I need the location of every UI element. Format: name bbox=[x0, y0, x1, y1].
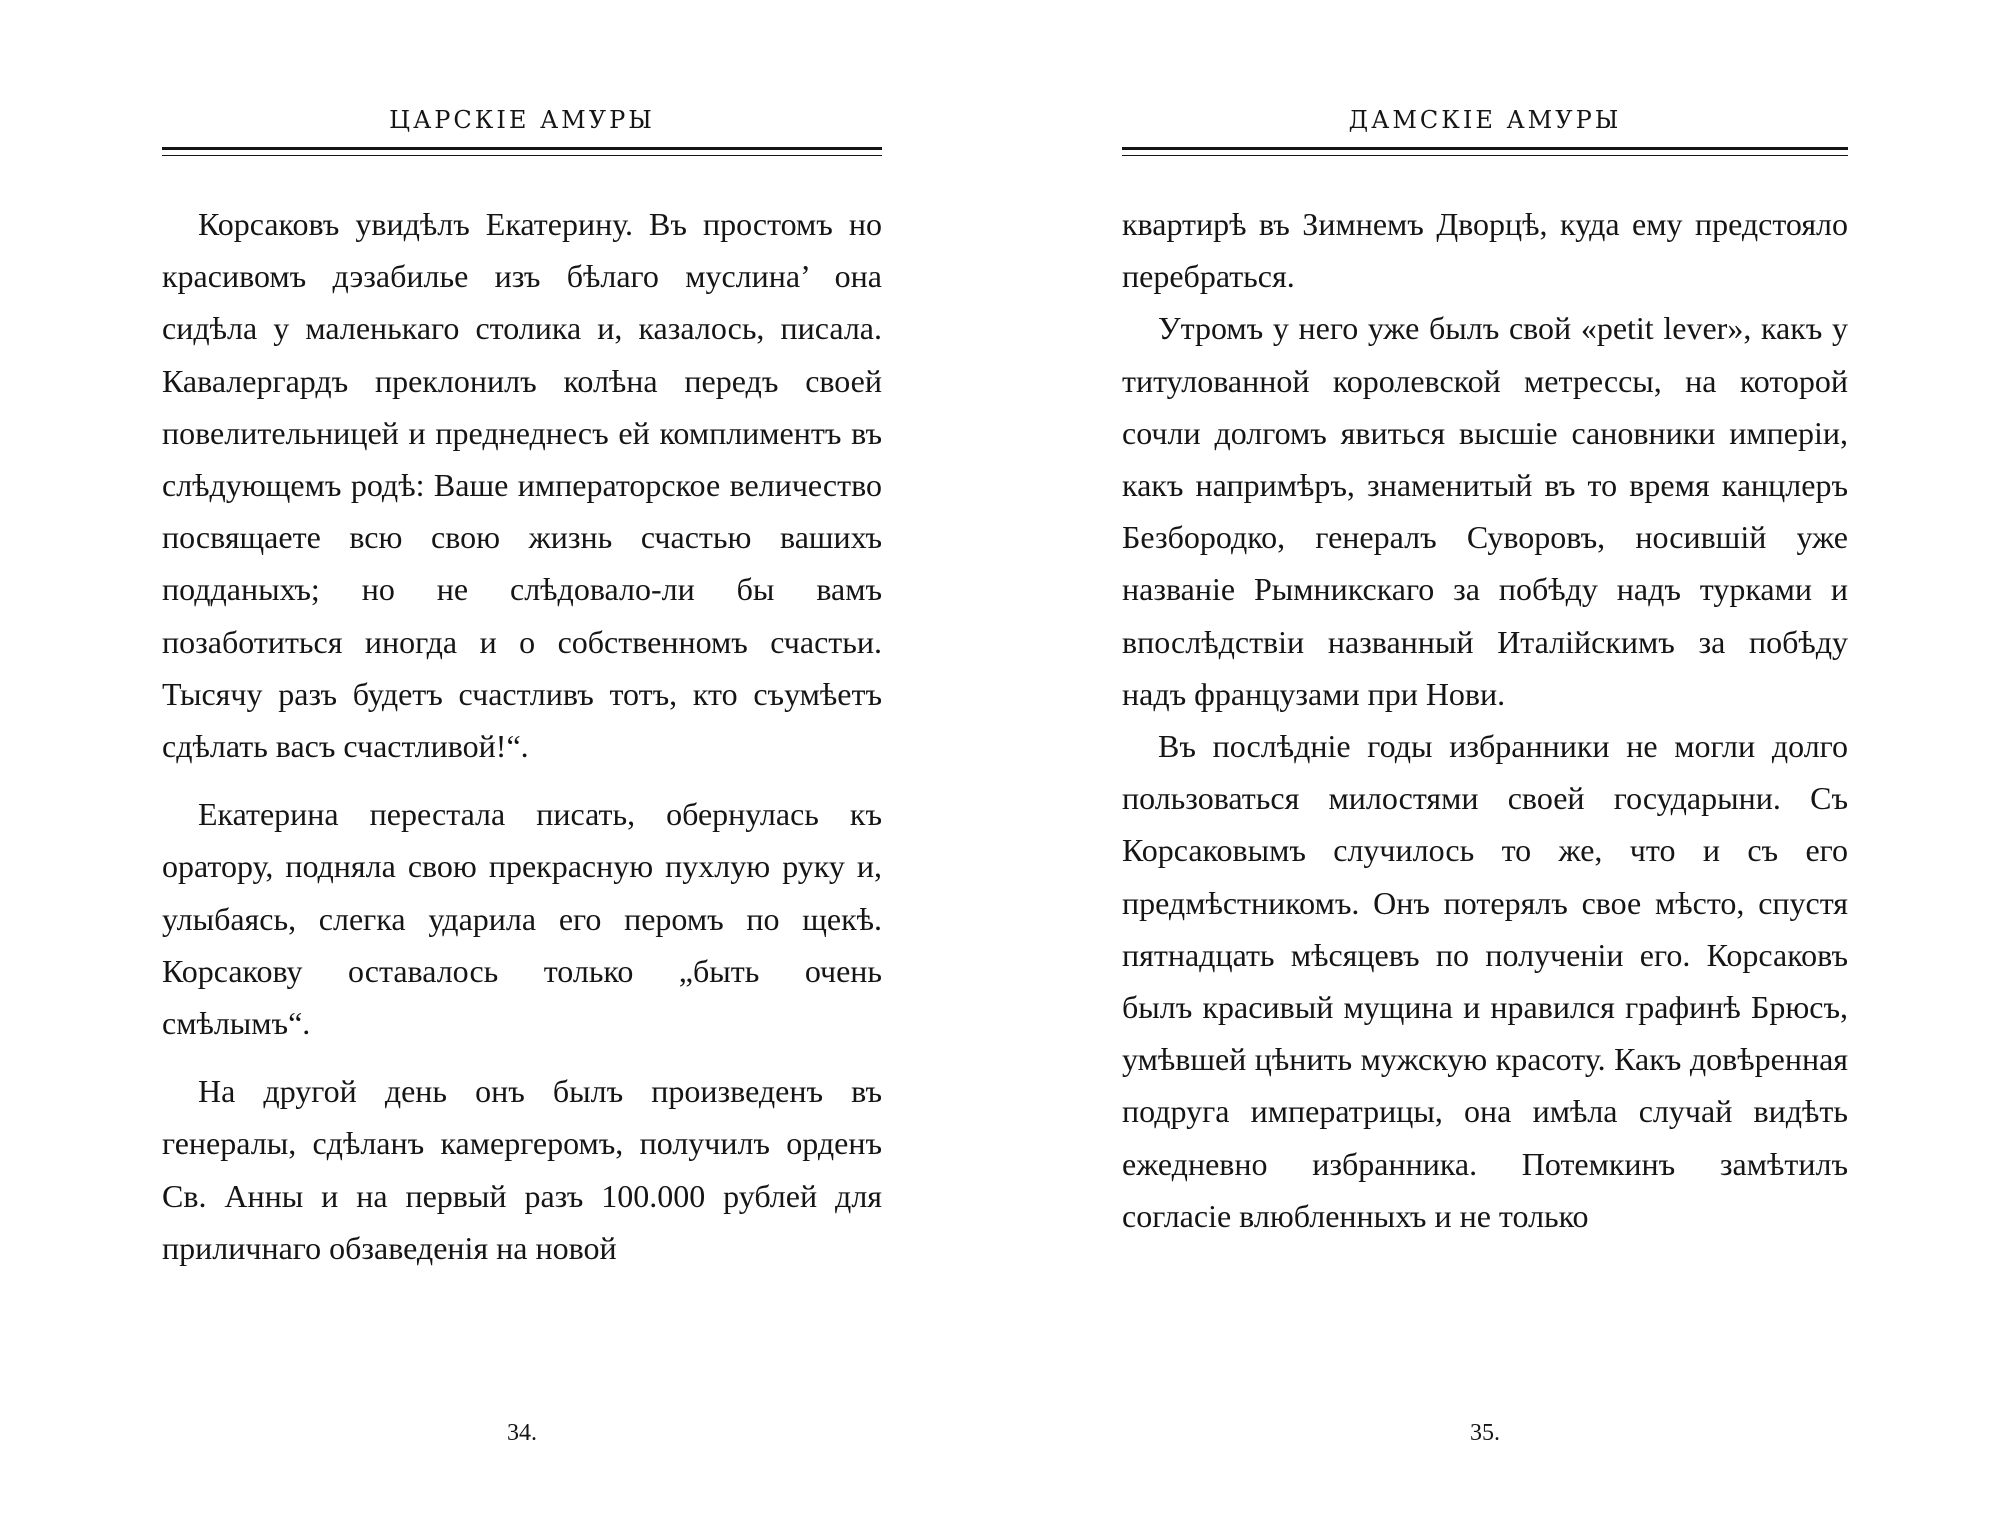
left-page-number: 34. bbox=[507, 1420, 537, 1446]
left-paragraph-gap bbox=[162, 1049, 882, 1065]
left-paragraph-2: Екатерина перестала писать, обернулась къ оратору, подняла свою прекрасную пухлую руку и, улыбаясь, слегка ударила его перомъ по щекѣ. Корсакову оставалось только „быть очень смѣлымъ“. bbox=[162, 796, 882, 1042]
right-header-rule-thick bbox=[1122, 147, 1848, 150]
left-paragraph-gap bbox=[162, 772, 882, 788]
left-text-block bbox=[162, 198, 882, 1274]
right-running-head: ДАМСКІЕ АМУРЫ bbox=[1348, 106, 1622, 134]
right-header-rule-thin bbox=[1122, 155, 1848, 156]
left-paragraph-3: На другой день онъ былъ произведенъ въ генералы, сдѣланъ камергеромъ, получилъ орденъ Св. Анны и на первый разъ 100.000 рублей для приличнаго обзаведенія на новой bbox=[162, 1073, 882, 1266]
right-page bbox=[1122, 0, 1848, 1528]
right-text-block bbox=[1122, 198, 1848, 1242]
right-paragraph-2: Утромъ у него уже былъ свой «petit lever», какъ у титулованной королевской метрессы, на которой сочли долгомъ явиться высшіе сановники имперіи, какъ напримѣръ, знаменитый въ то время канцлеръ Безбородко, генералъ Суворовъ, носившій уже названіе Рымникскаго за побѣду надъ турками и впослѣдствіи названный Италійскимъ за побѣду надъ французами при Нови. bbox=[1122, 310, 1848, 712]
right-paragraph-1: квартирѣ въ Зимнемъ Дворцѣ, куда ему предстояло перебраться. bbox=[1122, 206, 1848, 295]
left-header-rule-thin bbox=[162, 155, 882, 156]
right-paragraph-3: Въ послѣдніе годы избранники не могли долго пользоваться милостями своей государыни. Съ Корсаковымъ случилось то же, что и съ его предмѣстникомъ. Онъ потерялъ свое мѣсто, спустя пятнадцать мѣсяцевъ по полученіи его. Корсаковъ былъ красивый мущина и нравился графинѣ Брюсъ, умѣвшей цѣнить мужскую красоту. Какъ довѣренная подруга императрицы, она имѣла случай видѣть ежедневно избранника. Потемкинъ замѣтилъ согласіе влюбленныхъ и не только bbox=[1122, 728, 1848, 1234]
left-running-head: ЦАРСКІЕ АМУРЫ bbox=[389, 106, 655, 134]
right-page-number: 35. bbox=[1470, 1420, 1500, 1446]
left-header-rule-thick bbox=[162, 147, 882, 150]
left-paragraph-1: Корсаковъ увидѣлъ Екатерину. Въ простомъ но красивомъ дэзабилье изъ бѣлаго муслина’ она сидѣла у маленькаго столика и, казалось, писала. Кавалергардъ преклонилъ колѣна передъ своей повелительницей и преднеднесъ ей комплиментъ въ слѣдующемъ родѣ: Ваше императорское величество посвящаете всю свою жизнь счастью вашихъ подданыхъ; но не слѣдовало-ли бы вамъ позаботиться иногда и о собственномъ счастьи. Тысячу разъ будетъ счастливъ тотъ, кто съумѣетъ сдѣлать васъ счастливой!“. bbox=[162, 206, 882, 765]
left-page bbox=[162, 0, 882, 1528]
